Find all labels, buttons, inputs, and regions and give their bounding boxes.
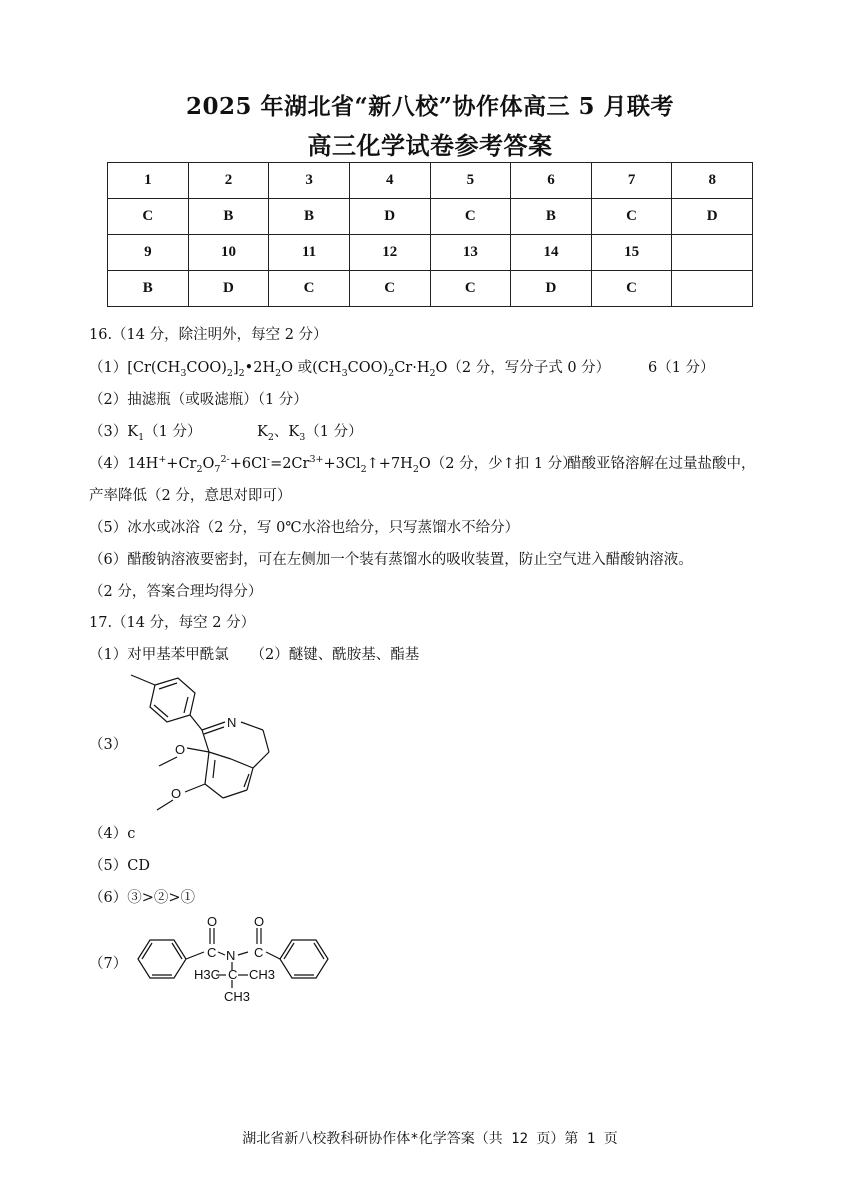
table-cell: C [349, 271, 430, 307]
table-cell: 12 [349, 235, 430, 271]
table-cell [672, 271, 753, 307]
table-row-question-numbers [108, 163, 753, 199]
table-cell: 10 [188, 235, 269, 271]
answer-table [107, 162, 753, 307]
atom-o-label: O [175, 742, 186, 757]
table-cell: 2 [188, 163, 269, 199]
table-cell: 6 [511, 163, 592, 199]
table-row-question-numbers [108, 235, 753, 271]
table-cell: 1 [108, 163, 189, 199]
q17-part6: （6）③>②>① [89, 890, 196, 906]
atom-c-label: C [207, 945, 217, 960]
table-cell: B [511, 199, 592, 235]
table-cell: C [430, 199, 511, 235]
table-row-answers [108, 271, 753, 307]
table-cell: 13 [430, 235, 511, 271]
methyl-label: CH3 [249, 967, 276, 982]
q16-part5: （5）冰水或冰浴（2 分，写 0℃水浴也给分，只写蒸馏水不给分） [89, 520, 520, 536]
q17-part4: （4）c [89, 826, 136, 842]
table-cell: C [430, 271, 511, 307]
atom-n-label: N [227, 715, 237, 730]
structure-7-imide [128, 912, 338, 1007]
q16-part4-equation: $(4)14H^++Cr_2O_7^{2-}+6Cl^-=2Cr^{3+}+3Cl_2↑+7H_2O(2$ 分，少↑扣 1 分） [89, 454, 577, 475]
atom-o-label: O [171, 786, 182, 801]
q17-part7-label: （7） [89, 956, 128, 972]
table-cell: 14 [511, 235, 592, 271]
table-cell: B [188, 199, 269, 235]
table-cell: C [591, 199, 672, 235]
table-cell: D [672, 199, 753, 235]
q16-part3b: $K_2$、$K_3(1$ 分） [257, 424, 363, 443]
table-cell: 11 [269, 235, 350, 271]
table-cell: 8 [672, 163, 753, 199]
q16-part4-reason: 醋酸亚铬溶解在过量盐酸中， [567, 456, 756, 472]
table-cell: B [108, 271, 189, 307]
q16-part1-second: 6（1 分） [648, 360, 715, 376]
q17-heading: 17.（14 分，每空 2 分） [89, 615, 256, 631]
table-cell [672, 235, 753, 271]
table-cell: 15 [591, 235, 672, 271]
table-cell: C [269, 271, 350, 307]
table-cell: D [511, 271, 592, 307]
table-cell: 5 [430, 163, 511, 199]
table-cell: B [269, 199, 350, 235]
q16-part6-cont: （2 分，答案合理均得分） [89, 584, 263, 600]
q17-part5: （5）CD [89, 858, 150, 874]
page-footer: 湖北省新八校教科研协作体*化学答案（共 12 页）第 1 页 [242, 1131, 618, 1147]
methyl-label: H3C [194, 967, 221, 982]
q17-part1-2: （1）对甲基苯甲酰氯 （2）醚键、酰胺基、酯基 [89, 647, 420, 663]
table-cell: 3 [269, 163, 350, 199]
structure-3-isoquinoline [125, 668, 325, 818]
page-title: 2025 年湖北省“新八校”协作体高三 5 月联考 [186, 93, 674, 120]
q17-part3-label: （3） [89, 737, 128, 753]
atom-n-label: N [226, 948, 236, 963]
table-cell: D [349, 199, 430, 235]
table-row-answers [108, 199, 753, 235]
atom-c-label: C [228, 967, 238, 982]
table-cell: 9 [108, 235, 189, 271]
q16-heading: 16.（14 分，除注明外，每空 2 分） [89, 327, 328, 343]
q16-part4-cont: 产率降低（2 分，意思对即可） [89, 488, 292, 504]
table-cell: 7 [591, 163, 672, 199]
page-subtitle: 高三化学试卷参考答案 [307, 131, 553, 160]
q16-part6: （6）醋酸钠溶液要密封，可在左侧加一个装有蒸馏水的吸收装置，防止空气进入醋酸钠溶液。 [89, 552, 693, 568]
table-cell: C [591, 271, 672, 307]
q16-part3a: $(3)K_1(1$ 分） [89, 424, 202, 443]
table-cell: C [108, 199, 189, 235]
table-cell: 4 [349, 163, 430, 199]
q16-part1: $(1)[Cr(CH_3COO)_2]_2•2H_2O$ 或$(CH_3COO)_2Cr\cdot H_2O(2$ 分，写分子式 0 分） [89, 360, 611, 379]
q16-part2: （2）抽滤瓶（或吸滤瓶）（1 分） [89, 392, 308, 408]
methyl-label: CH3 [224, 989, 251, 1004]
table-cell: D [188, 271, 269, 307]
atom-o-label: O [254, 914, 265, 929]
atom-o-label: O [207, 914, 218, 929]
atom-c-label: C [254, 945, 264, 960]
